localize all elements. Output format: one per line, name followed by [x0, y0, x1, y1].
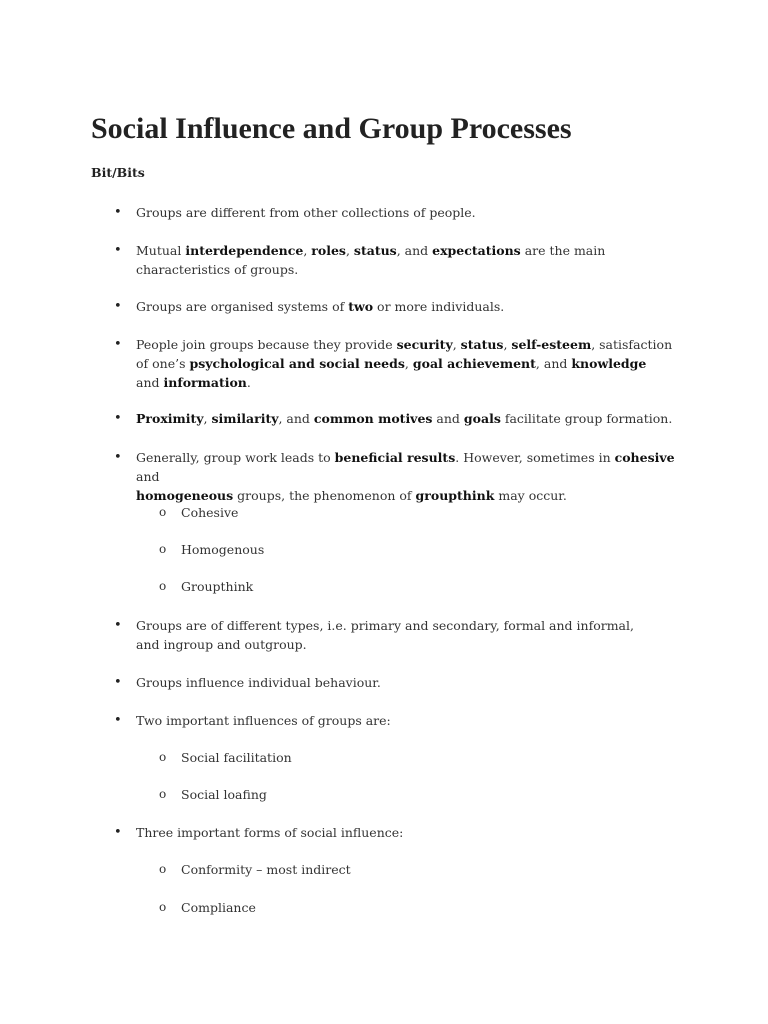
bold-term: expectations — [432, 243, 521, 258]
item-text: of one’s — [136, 356, 190, 371]
item-text: Groups influence individual behaviour. — [136, 675, 381, 690]
bold-term: Proximity — [136, 411, 204, 426]
bold-term: common motives — [313, 411, 433, 426]
sub-list-item — [159, 577, 681, 596]
bold-term: goal achievement — [412, 356, 536, 371]
item-text: , — [452, 337, 461, 352]
item-text: Two important influences of groups are: — [136, 713, 391, 728]
item-text: , and — [535, 356, 572, 371]
item-text: Generally, group work leads to — [136, 450, 335, 465]
bold-term: status — [460, 337, 504, 352]
item-text: , and — [396, 243, 433, 258]
page-title: Social Influence and Group Processes — [91, 112, 572, 145]
sub-bullet-icon: o — [159, 750, 167, 764]
bold-term: information — [163, 375, 247, 390]
bullet-icon: • — [114, 825, 122, 840]
item-text: People join groups because they provide — [136, 337, 397, 352]
item-text: . — [246, 375, 251, 390]
item-text: . However, sometimes in — [455, 450, 615, 465]
item-text: Homogenous — [181, 542, 265, 557]
sub-list-item — [159, 540, 681, 559]
list-item — [114, 711, 696, 730]
bold-term: beneficial results — [334, 450, 456, 465]
list-item — [114, 297, 696, 316]
sub-bullet-icon: o — [159, 542, 167, 556]
bold-term: knowledge — [571, 356, 647, 371]
sub-list-item — [159, 748, 681, 767]
bullet-icon: • — [114, 411, 122, 426]
bold-term: interdependence — [185, 243, 304, 258]
item-text: and ingroup and outgroup. — [136, 637, 307, 652]
item-text: Groups are of different types, i.e. primary and secondary, formal and informal, — [136, 618, 634, 633]
item-text: are the main characteristics of groups. — [136, 243, 606, 277]
sub-bullet-icon: o — [159, 579, 167, 593]
bullet-icon: • — [114, 675, 122, 690]
item-text: , — [404, 356, 413, 371]
item-text: facilitate group formation. — [500, 411, 673, 426]
bold-term: two — [348, 299, 374, 314]
list-item — [114, 616, 696, 654]
item-text: , — [203, 411, 212, 426]
item-text: Cohesive — [181, 505, 239, 520]
sub-list-item — [159, 503, 681, 522]
bullet-icon: • — [114, 337, 122, 352]
item-text: Compliance — [181, 900, 256, 915]
bullet-icon: • — [114, 713, 122, 728]
bullet-icon: • — [114, 299, 122, 314]
item-text: Three important forms of social influence: — [136, 825, 404, 840]
bold-term: goals — [463, 411, 501, 426]
sub-list-item — [159, 860, 681, 879]
list-item — [114, 409, 696, 428]
sub-list-item — [159, 898, 681, 917]
bullet-icon: • — [114, 243, 122, 258]
item-text: Social loafing — [181, 787, 267, 802]
item-text: , — [345, 243, 354, 258]
bold-term: cohesive — [614, 450, 675, 465]
item-text: Conformity – most indirect — [181, 862, 351, 877]
sub-bullet-icon: o — [159, 787, 167, 801]
sub-bullet-icon: o — [159, 862, 167, 876]
item-text: may occur. — [494, 488, 567, 503]
list-item — [114, 203, 696, 222]
bold-term: homogeneous — [136, 488, 234, 503]
item-text: Groupthink — [181, 579, 254, 594]
bold-term: groupthink — [415, 488, 495, 503]
list-item — [114, 823, 696, 842]
list-item — [114, 241, 696, 279]
sub-bullet-icon: o — [159, 900, 167, 914]
bold-term: psychological and social needs — [189, 356, 405, 371]
sub-list-item — [159, 785, 681, 804]
item-text: and — [136, 469, 160, 484]
item-text: groups, the phenomenon of — [233, 488, 416, 503]
list-item — [114, 335, 696, 392]
bold-term: status — [353, 243, 397, 258]
item-text: Mutual — [136, 243, 186, 258]
list-item — [114, 673, 696, 692]
bullet-icon: • — [114, 618, 122, 633]
item-text: or more individuals. — [373, 299, 505, 314]
bullet-icon: • — [114, 450, 122, 465]
bold-term: security — [396, 337, 453, 352]
item-text: and — [136, 375, 164, 390]
item-text: Social facilitation — [181, 750, 292, 765]
list-item — [114, 448, 696, 505]
item-text: , — [303, 243, 312, 258]
item-text: Groups are different from other collections of people. — [136, 205, 476, 220]
bold-term: self-esteem — [511, 337, 592, 352]
item-text: , satisfaction — [591, 337, 673, 352]
item-text: , — [503, 337, 512, 352]
bullet-icon: • — [114, 205, 122, 220]
bold-term: roles — [311, 243, 346, 258]
sub-bullet-icon: o — [159, 505, 167, 519]
item-text: , and — [278, 411, 314, 426]
item-text: and — [432, 411, 464, 426]
page-subtitle: Bit/Bits — [91, 165, 145, 180]
item-text: Groups are organised systems of — [136, 299, 349, 314]
bold-term: similarity — [211, 411, 279, 426]
